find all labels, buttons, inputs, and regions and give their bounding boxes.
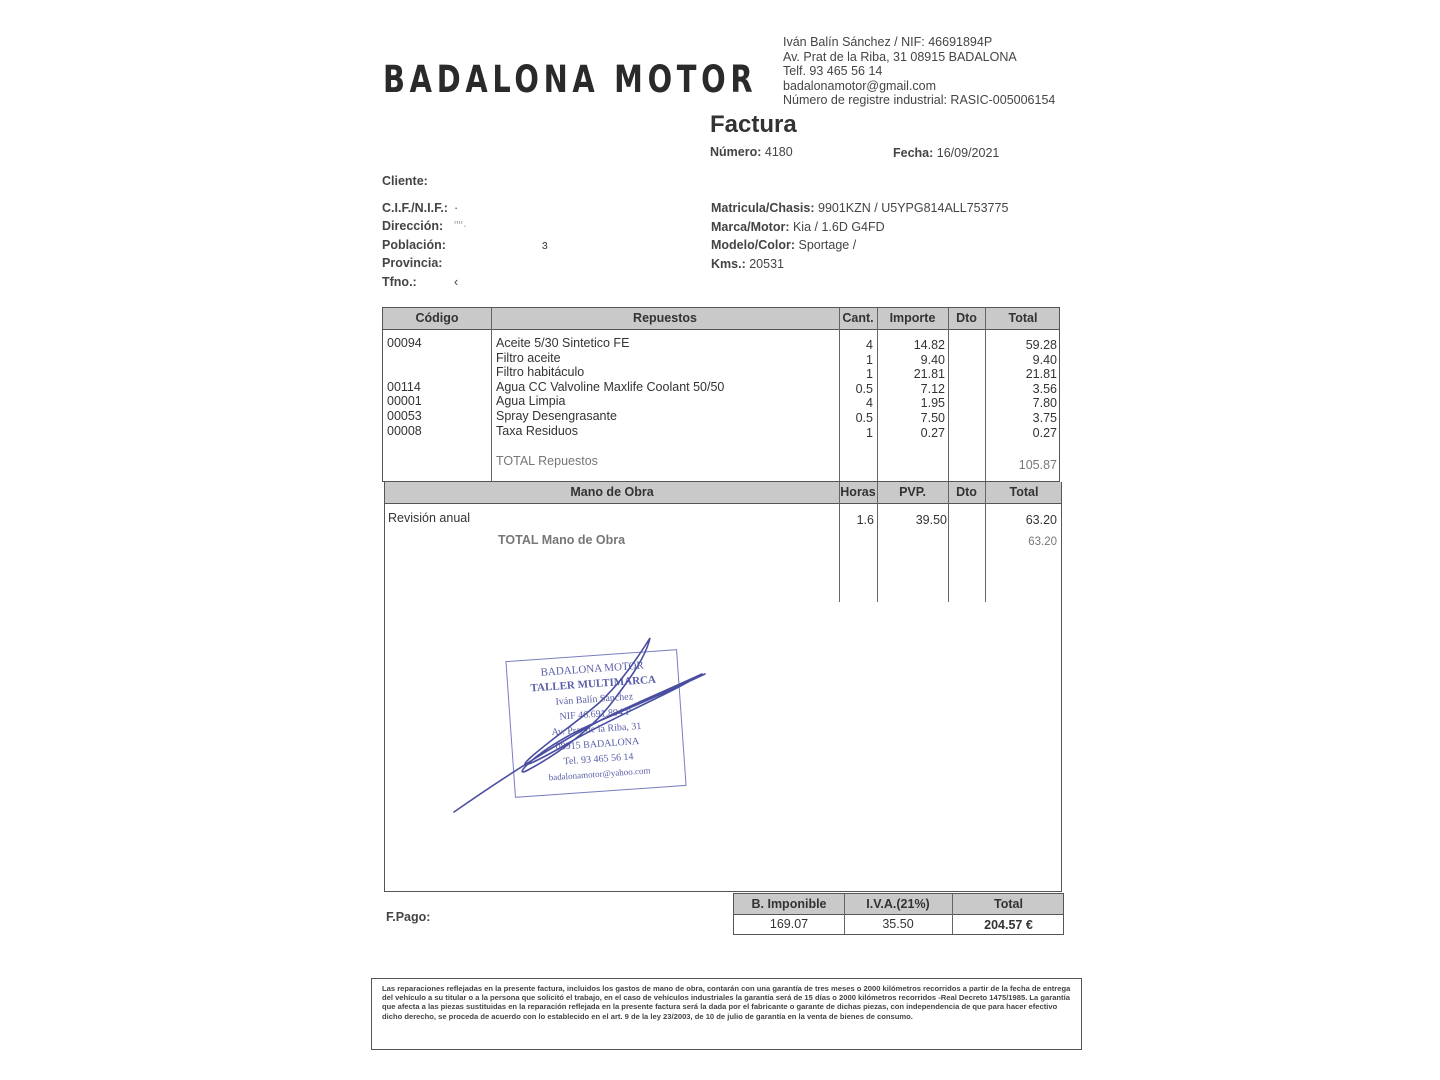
- signature-scribble: [440, 630, 720, 820]
- table-cell-total: 7.80: [1032, 396, 1057, 411]
- parts-qty-column: [839, 338, 873, 440]
- table-cell-total: 59.28: [1025, 338, 1057, 352]
- client-field: [382, 217, 548, 236]
- client-title: Cliente:: [382, 174, 428, 188]
- parts-code-column: [387, 336, 487, 438]
- col-header-price: PVP.: [899, 485, 926, 499]
- warranty-notice: Las reparaciones reflejadas en la presente factura, incluidos los gastos de mano de obra, contarán con una garantía de tres meses o 2000 kilómetros recorridos a partir de la fecha de entrega del vehículo a su titular o a la persona que solicitó el trabajo, en el caso de vehículos industriales la garantía será de 15 días o 2000 kilómetros recorridos -Real Decreto 1475/1985. La garantía que afecta a las piezas sustituidas en la reparación reflejada en la presente factura será la dada por el fabricante o garante de dichas piezas, con independencia de que para hacer efectivo dicho derecho, se proceda de acuerdo con lo establecido en el art. 9 de la ley 23/2003, de 10 de julio de garantía en la venta de bienes de consumo.: [371, 978, 1082, 1050]
- labor-row-hours: 1.6: [856, 513, 874, 527]
- vehicle-field-value: 20531: [749, 256, 784, 271]
- taxable-base-value: 169.07: [769, 917, 809, 931]
- col-header-discount: Dto: [956, 311, 977, 325]
- table-cell-desc: Agua Limpia: [496, 394, 566, 409]
- client-field-label: Dirección:: [382, 219, 444, 233]
- client-field-label: Población:: [382, 237, 446, 252]
- company-info: [783, 35, 1055, 108]
- stamp-line: Iván Balín Sánchez: [555, 691, 634, 708]
- invoice-date: [893, 146, 999, 160]
- stamp-line: 08915 BADALONA: [555, 736, 640, 753]
- table-cell-qty: 1: [866, 367, 873, 382]
- stamp-line: NIF 46.691.894 P: [559, 706, 632, 723]
- parts-desc-column: [496, 336, 836, 468]
- table-cell-code: [387, 351, 487, 366]
- vehicle-field-label: Kms.:: [711, 256, 746, 271]
- labor-total-label: TOTAL Mano de Obra: [498, 533, 626, 547]
- vehicle-field-value: 9901KZN / U5YPG814ALL753775: [818, 201, 1009, 215]
- table-cell-desc: Filtro aceite: [496, 350, 561, 365]
- table-cell-amount: 7.50: [920, 410, 945, 425]
- table-cell-amount: 1.95: [920, 396, 945, 411]
- col-header-labor-total: Total: [1009, 485, 1039, 499]
- invoice-date-label: Fecha:: [893, 146, 934, 160]
- table-cell-amount: 14.82: [913, 338, 945, 352]
- col-header-qty: Cant.: [842, 311, 874, 325]
- company-email: badalonamotor@gmail.com: [783, 78, 937, 93]
- vehicle-field-label: Modelo/Color:: [711, 238, 796, 252]
- company-logo: BADALONA MOTOR: [383, 58, 758, 101]
- table-cell-qty: 1: [866, 352, 873, 367]
- invoice-number: [710, 145, 793, 159]
- table-cell-total: 3.75: [1032, 410, 1057, 425]
- client-block: [382, 172, 548, 291]
- table-cell-total: 21.81: [1025, 367, 1057, 382]
- client-field: [382, 199, 548, 218]
- vehicle-field: [711, 236, 1008, 255]
- company-registry: Número de registre industrial: RASIC-005006154: [783, 93, 1056, 108]
- client-field: [382, 273, 548, 292]
- client-field: [382, 236, 548, 255]
- table-cell-qty: 4: [866, 396, 873, 411]
- stamp-line: badalonamotor@yahoo.com: [548, 765, 651, 783]
- client-field-label: Tfno.:: [382, 274, 417, 289]
- client-field-value: ·: [454, 200, 459, 215]
- table-cell-amount: 21.81: [913, 367, 945, 382]
- company-phone: Telf. 93 465 56 14: [783, 64, 883, 79]
- table-cell-qty: 1: [866, 425, 873, 440]
- table-cell-code: 00114: [387, 379, 421, 394]
- parts-total-value: 105.87: [1018, 457, 1057, 472]
- vehicle-field-value: Kia / 1.6D G4FD: [792, 219, 885, 234]
- labor-row-total: 63.20: [1025, 513, 1057, 527]
- vehicle-field: [711, 218, 1008, 237]
- table-cell-total: 9.40: [1032, 352, 1057, 367]
- parts-amount-column: [877, 338, 945, 440]
- labor-row-desc: Revisión anual: [388, 511, 470, 525]
- vehicle-field: [711, 255, 1008, 274]
- company-owner-nif: Iván Balín Sánchez / NIF: 46691894P: [783, 35, 993, 49]
- col-header-labor-discount: Dto: [956, 485, 977, 499]
- parts-total-label: TOTAL Repuestos: [496, 453, 598, 468]
- client-field-value: ‹: [454, 274, 459, 289]
- table-cell-code: [387, 365, 487, 380]
- table-cell-desc: Aceite 5/30 Sintetico FE: [496, 336, 630, 350]
- vehicle-field-label: Matricula/Chasis:: [711, 201, 815, 215]
- payment-method-label: F.Pago:: [386, 910, 431, 924]
- totals-table: [733, 893, 1064, 935]
- vehicle-field-value: Sportage /: [798, 238, 857, 252]
- vehicle-block: [711, 199, 1008, 273]
- table-cell-amount: 9.40: [920, 352, 945, 367]
- client-field-value: ""·: [454, 219, 468, 233]
- table-cell-desc: Taxa Residuos: [496, 423, 578, 438]
- col-header-code: Código: [415, 311, 459, 325]
- grand-total-value: 204.57 €: [984, 918, 1033, 932]
- labor-row-price: 39.50: [915, 513, 947, 527]
- col-header-total: Total: [1008, 311, 1038, 325]
- table-cell-qty: 0.5: [855, 381, 873, 396]
- parts-table: [382, 307, 1060, 482]
- stamp-line: Tel. 93 465 56 14: [563, 751, 634, 768]
- labor-total-value: 63.20: [1028, 536, 1057, 548]
- parts-total-column: [985, 338, 1057, 472]
- table-cell-desc: Agua CC Valvoline Maxlife Coolant 50/50: [496, 379, 725, 394]
- col-header-parts: Repuestos: [633, 311, 697, 325]
- table-cell-desc: Spray Desengrasante: [496, 408, 617, 423]
- table-cell-code: 00001: [387, 394, 422, 409]
- client-field-label: C.I.F./N.I.F.:: [382, 200, 448, 215]
- col-header-amount: Importe: [889, 311, 936, 325]
- table-cell-desc: Filtro habitáculo: [496, 365, 585, 380]
- table-cell-code: 00008: [387, 423, 422, 438]
- client-field-value: ɜ: [542, 237, 548, 252]
- invoice-number-value: 4180: [764, 145, 793, 159]
- table-cell-code: 00094: [387, 336, 422, 350]
- table-cell-amount: 7.12: [920, 381, 945, 396]
- company-address: Av. Prat de la Riba, 31 08915 BADALONA: [783, 49, 1017, 64]
- col-header-labor: Mano de Obra: [570, 485, 654, 499]
- table-cell-qty: 0.5: [855, 410, 873, 425]
- stamp-line: Av. Prat de la Riba, 31: [551, 720, 642, 739]
- invoice-number-label: Número:: [710, 145, 762, 159]
- stamp-line: BADALONA MOTOR: [540, 659, 645, 679]
- invoice-date-value: 16/09/2021: [936, 146, 1000, 160]
- vehicle-field-label: Marca/Motor:: [711, 219, 790, 234]
- vat-label: I.V.A.(21%): [866, 897, 930, 911]
- table-cell-total: 0.27: [1032, 425, 1057, 440]
- stamp-line: TALLER MULTIMARCA: [530, 673, 657, 695]
- vat-value: 35.50: [882, 917, 914, 931]
- table-cell-total: 3.56: [1032, 381, 1057, 396]
- client-field: [382, 254, 548, 273]
- col-header-hours: Horas: [840, 485, 876, 499]
- table-cell-code: 00053: [387, 408, 422, 423]
- invoice-title: Factura: [710, 111, 797, 138]
- taxable-base-label: B. Imponible: [751, 897, 827, 911]
- table-cell-qty: 4: [866, 338, 873, 352]
- vehicle-field: [711, 199, 1008, 218]
- client-field-label: Provincia:: [382, 256, 443, 270]
- grand-total-label: Total: [994, 897, 1023, 911]
- table-cell-amount: 0.27: [920, 425, 945, 440]
